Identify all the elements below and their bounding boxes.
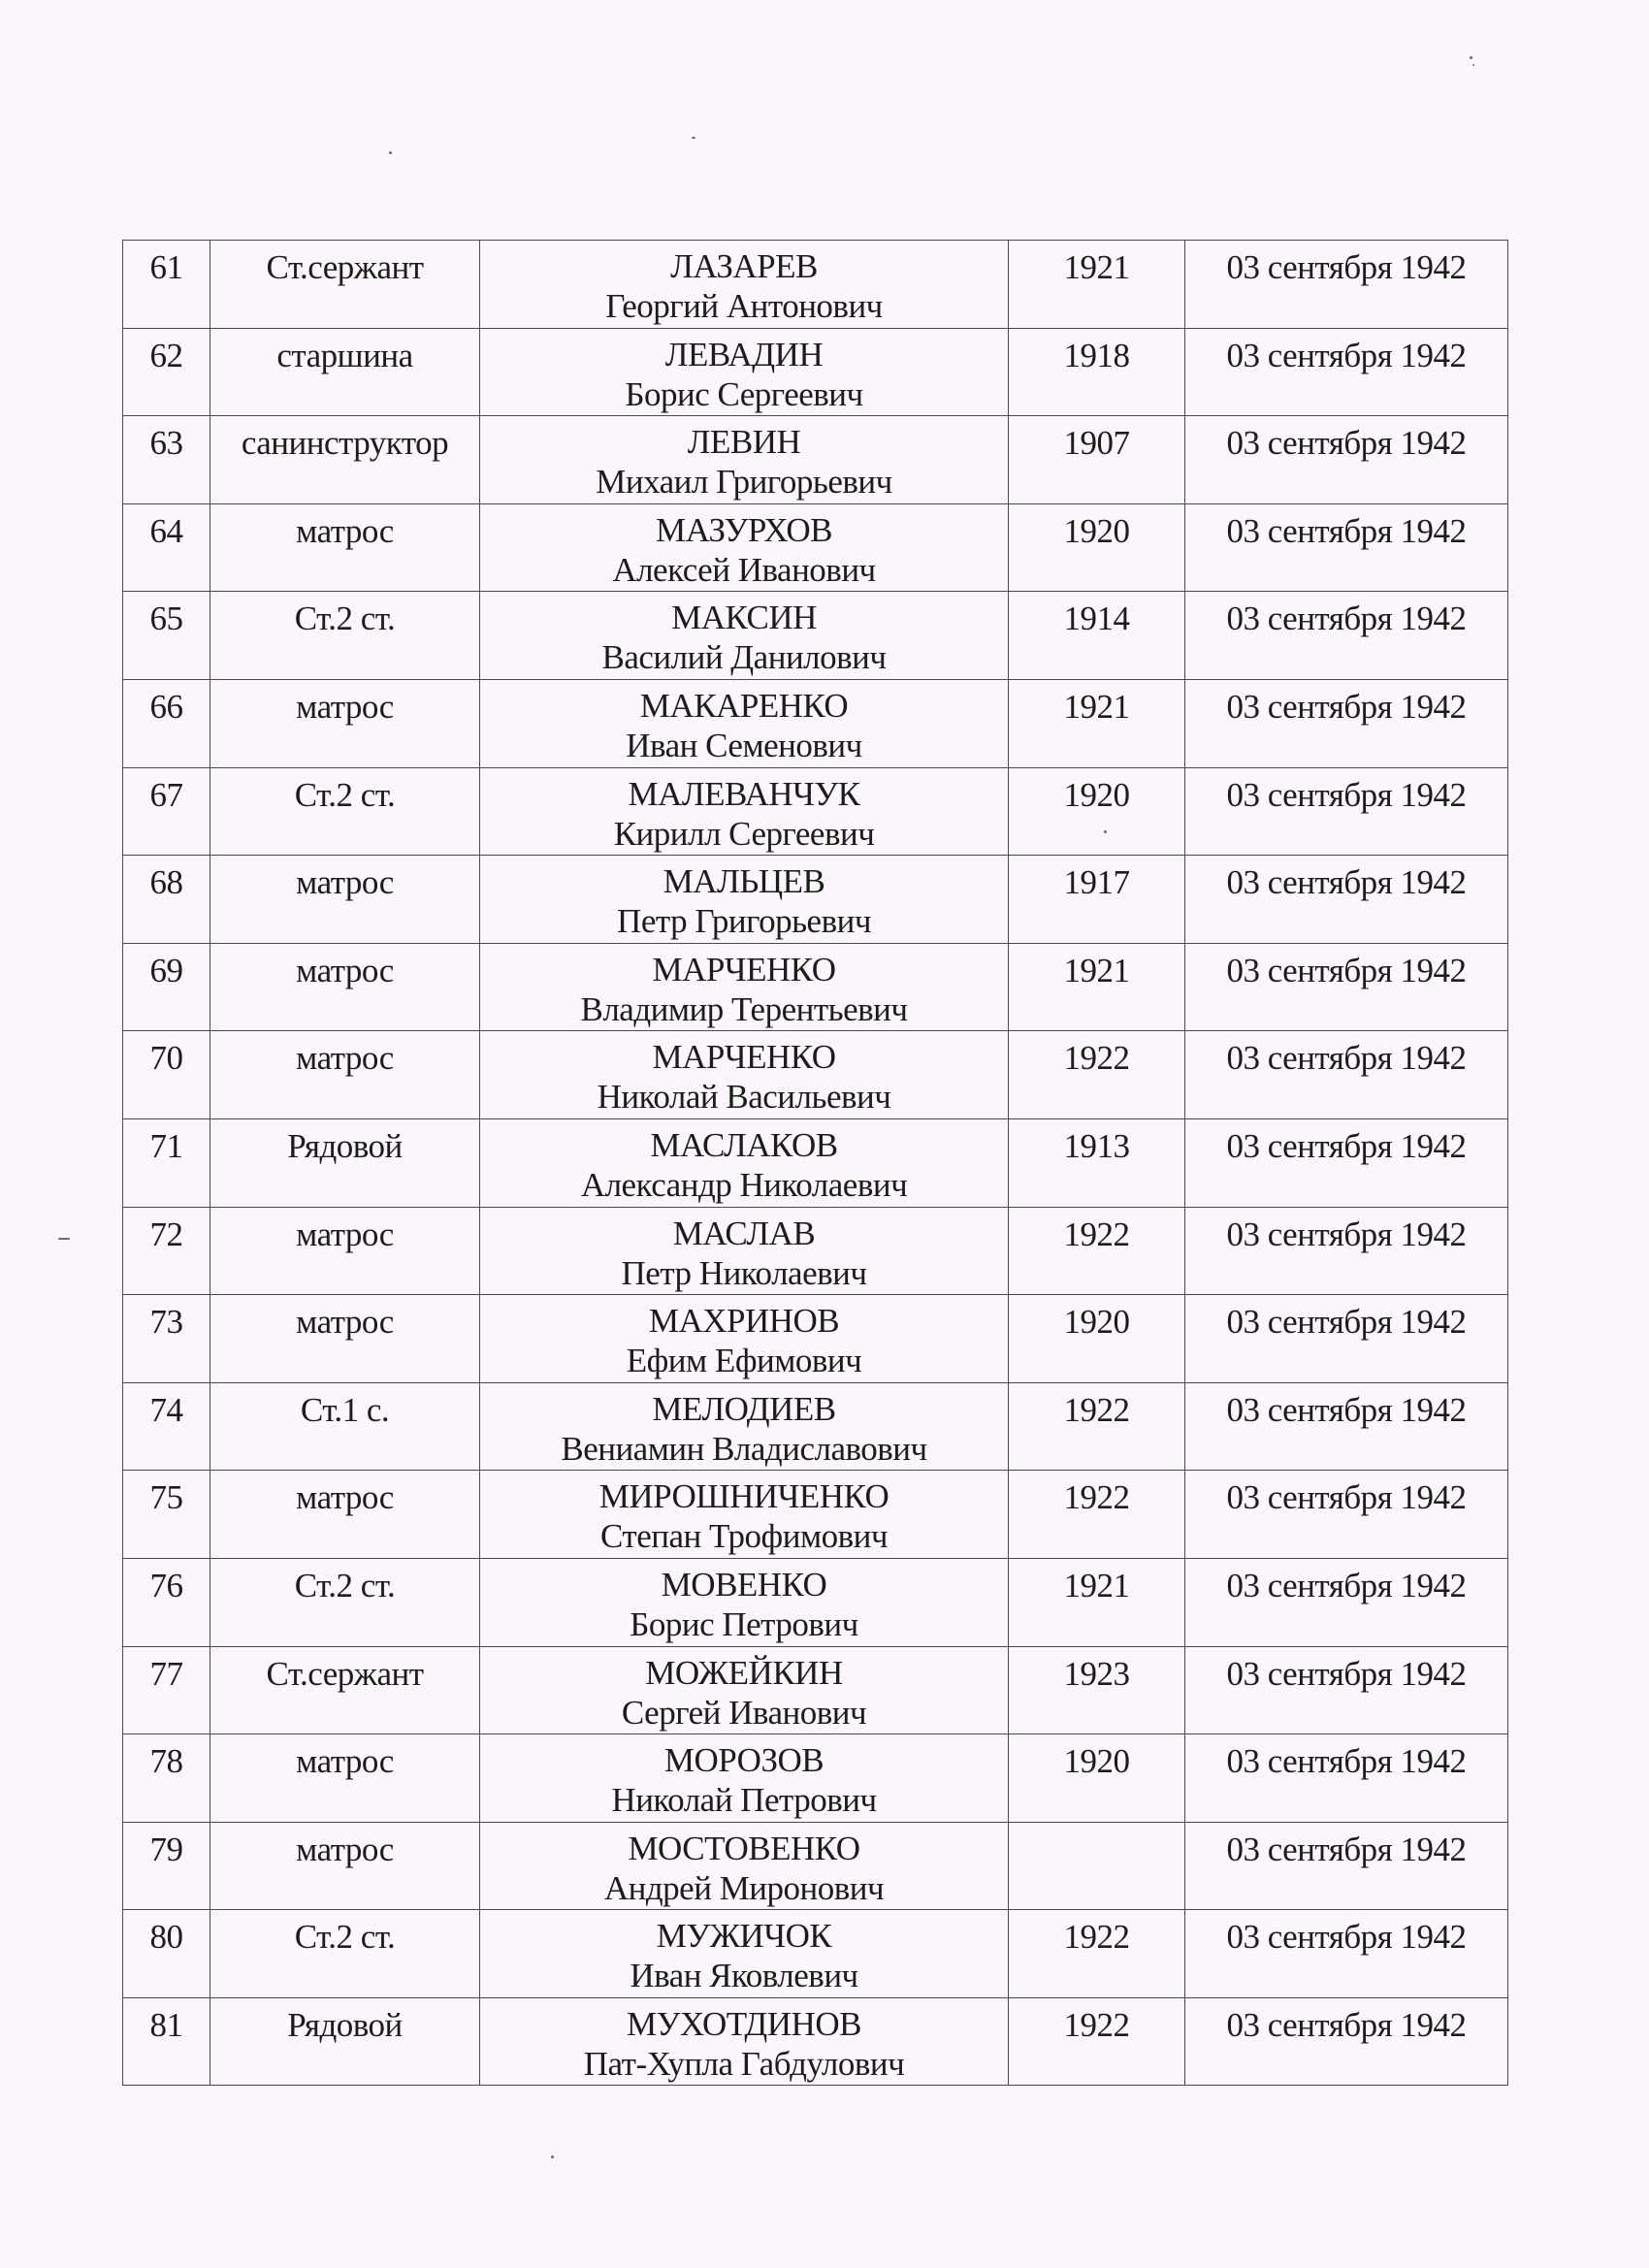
table-row (123, 1471, 1508, 1559)
surname: ЛАЗАРЕВ (670, 247, 818, 285)
date: 03 сентября 1942 (1226, 2005, 1467, 2044)
rank-cell (210, 1031, 480, 1119)
birth-year-cell (1009, 1295, 1185, 1383)
row-number: 69 (149, 951, 183, 989)
date: 03 сентября 1942 (1226, 1215, 1467, 1253)
date: 03 сентября 1942 (1226, 1126, 1467, 1165)
name-cell (480, 1471, 1009, 1559)
date-cell (1185, 416, 1508, 504)
table-row (123, 1822, 1508, 1910)
date: 03 сентября 1942 (1226, 1303, 1467, 1342)
birth-year-cell (1009, 416, 1185, 504)
date-cell (1185, 767, 1508, 856)
rank-cell (210, 503, 480, 592)
scan-speck (551, 2155, 554, 2158)
birth-year-cell (1009, 1382, 1185, 1471)
rank-cell (210, 856, 480, 944)
given-names: Александр Николаевич (580, 1165, 908, 1204)
scan-speck (1472, 64, 1474, 66)
name-cell (480, 943, 1009, 1031)
date-cell (1185, 1471, 1508, 1559)
date-cell (1185, 1910, 1508, 1998)
birth-year-cell (1009, 767, 1185, 856)
surname: МУХОТДИНОВ (627, 2004, 861, 2043)
given-names: Николай Васильевич (597, 1078, 891, 1117)
scan-speck (692, 137, 695, 139)
surname: МИРОШНИЧЕНКО (598, 1477, 889, 1516)
rank: матрос (296, 1830, 394, 1868)
row-number-cell (123, 328, 210, 416)
row-number: 79 (149, 1830, 183, 1868)
birth-year-cell (1009, 503, 1185, 592)
name-cell (480, 416, 1009, 504)
birth-year: 1921 (1063, 1566, 1130, 1604)
row-number: 75 (149, 1478, 183, 1517)
date-cell (1185, 1382, 1508, 1471)
given-names: Иван Семенович (626, 726, 862, 764)
birth-year-cell (1009, 1207, 1185, 1295)
given-names: Пат-Хупла Габдулович (583, 2044, 905, 2083)
row-number-cell (123, 592, 210, 680)
name-cell (480, 241, 1009, 329)
rank: Рядовой (287, 2005, 403, 2044)
name-cell (480, 1910, 1009, 1998)
date-cell (1185, 328, 1508, 416)
date: 03 сентября 1942 (1226, 863, 1467, 902)
birth-year: 1921 (1063, 687, 1130, 726)
surname: МЕЛОДИЕВ (652, 1389, 836, 1428)
rank: матрос (296, 1303, 394, 1342)
table-row (123, 1646, 1508, 1734)
given-names: Петр Николаевич (621, 1253, 867, 1292)
date-cell (1185, 1646, 1508, 1734)
row-number-cell (123, 767, 210, 856)
surname: МАКАРЕНКО (639, 686, 849, 725)
rank: Ст.2 ст. (294, 1566, 396, 1604)
table-row (123, 1295, 1508, 1383)
birth-year: 1920 (1063, 1742, 1130, 1781)
given-names: Василий Данилович (601, 638, 887, 677)
given-names: Кирилл Сергеевич (613, 814, 875, 853)
scan-speck (58, 1238, 70, 1240)
date: 03 сентября 1942 (1226, 511, 1467, 550)
row-number-cell (123, 416, 210, 504)
row-number: 80 (149, 1918, 183, 1957)
date: 03 сентября 1942 (1226, 1566, 1467, 1604)
given-names: Георгий Антонович (605, 287, 883, 325)
row-number: 68 (149, 863, 183, 902)
rank-cell (210, 679, 480, 767)
given-names: Ефим Ефимович (626, 1342, 862, 1380)
row-number: 66 (149, 687, 183, 726)
date-cell (1185, 1558, 1508, 1646)
date: 03 сентября 1942 (1226, 336, 1467, 374)
row-number-cell (123, 1558, 210, 1646)
table-row (123, 1558, 1508, 1646)
table-row (123, 241, 1508, 329)
birth-year: 1920 (1063, 511, 1130, 550)
date: 03 сентября 1942 (1226, 248, 1467, 286)
date-cell (1185, 1997, 1508, 2086)
birth-year: 1921 (1063, 248, 1130, 286)
given-names: Николай Петрович (611, 1781, 877, 1820)
birth-year-cell (1009, 943, 1185, 1031)
date: 03 сентября 1942 (1226, 687, 1467, 726)
surname: МАСЛАВ (672, 1214, 816, 1252)
table-row (123, 1734, 1508, 1823)
date-cell (1185, 1295, 1508, 1383)
rank-cell (210, 1910, 480, 1998)
birth-year: 1918 (1063, 336, 1130, 374)
row-number: 65 (149, 599, 183, 638)
table-row (123, 679, 1508, 767)
given-names: Вениамин Владиславович (561, 1429, 927, 1468)
birth-year: 1922 (1063, 1390, 1130, 1429)
row-number-cell (123, 856, 210, 944)
table-row (123, 1382, 1508, 1471)
row-number-cell (123, 679, 210, 767)
row-number-cell (123, 1471, 210, 1559)
surname: МОРОЗОВ (663, 1741, 824, 1780)
birth-year-cell (1009, 592, 1185, 680)
name-cell (480, 503, 1009, 592)
rank-cell (210, 592, 480, 680)
rank: Ст.сержант (266, 1654, 424, 1693)
name-cell (480, 1031, 1009, 1119)
given-names: Владимир Терентьевич (580, 989, 908, 1028)
rank-cell (210, 241, 480, 329)
date: 03 сентября 1942 (1226, 775, 1467, 814)
table-row (123, 767, 1508, 856)
row-number-cell (123, 1646, 210, 1734)
row-number: 64 (149, 511, 183, 550)
row-number-cell (123, 943, 210, 1031)
row-number: 70 (149, 1039, 183, 1078)
surname: МАЗУРХОВ (655, 510, 833, 549)
birth-year: 1922 (1063, 1039, 1130, 1078)
birth-year: 1914 (1063, 599, 1130, 638)
birth-year-cell (1009, 1031, 1185, 1119)
date-cell (1185, 679, 1508, 767)
rank: матрос (296, 1215, 394, 1253)
given-names: Борис Петрович (630, 1604, 858, 1643)
row-number: 74 (149, 1390, 183, 1429)
casualty-table-body (123, 241, 1508, 2086)
name-cell (480, 1997, 1009, 2086)
date-cell (1185, 1207, 1508, 1295)
row-number: 77 (149, 1654, 183, 1693)
row-number-cell (123, 1910, 210, 1998)
surname: МАКСИН (671, 599, 817, 637)
name-cell (480, 1382, 1009, 1471)
given-names: Борис Сергеевич (625, 374, 863, 413)
date: 03 сентября 1942 (1226, 599, 1467, 638)
date: 03 сентября 1942 (1226, 951, 1467, 989)
row-number-cell (123, 1031, 210, 1119)
birth-year: 1922 (1063, 1478, 1130, 1517)
birth-year-cell (1009, 1118, 1185, 1207)
rank: Ст.2 ст. (294, 1918, 396, 1957)
rank-cell (210, 1207, 480, 1295)
rank: матрос (296, 951, 394, 989)
row-number-cell (123, 1734, 210, 1823)
birth-year-cell (1009, 1997, 1185, 2086)
birth-year-cell (1009, 679, 1185, 767)
date: 03 сентября 1942 (1226, 424, 1467, 463)
name-cell (480, 1118, 1009, 1207)
given-names: Михаил Григорьевич (596, 463, 892, 502)
surname: ЛЕВАДИН (664, 335, 824, 373)
table-row (123, 592, 1508, 680)
surname: МАЛЬЦЕВ (663, 862, 825, 901)
surname: МАРЧЕНКО (652, 950, 836, 988)
date: 03 сентября 1942 (1226, 1654, 1467, 1693)
surname: МАХРИНОВ (648, 1302, 840, 1341)
rank: Рядовой (287, 1126, 403, 1165)
birth-year: 1920 (1063, 1303, 1130, 1342)
rank-cell (210, 1295, 480, 1383)
given-names: Андрей Миронович (603, 1868, 885, 1907)
name-cell (480, 592, 1009, 680)
row-number-cell (123, 503, 210, 592)
rank-cell (210, 416, 480, 504)
date: 03 сентября 1942 (1226, 1390, 1467, 1429)
date: 03 сентября 1942 (1226, 1918, 1467, 1957)
row-number-cell (123, 1997, 210, 2086)
given-names: Сергей Иванович (621, 1693, 867, 1732)
birth-year-cell (1009, 1910, 1185, 1998)
row-number: 61 (149, 248, 183, 286)
surname: МУЖИЧОК (656, 1917, 832, 1956)
date-cell (1185, 1822, 1508, 1910)
birth-year: 1921 (1063, 951, 1130, 989)
row-number: 76 (149, 1566, 183, 1604)
date-cell (1185, 1734, 1508, 1823)
birth-year (1009, 1823, 1184, 1829)
rank: старшина (276, 336, 413, 374)
birth-year: 1922 (1063, 1918, 1130, 1957)
date-cell (1185, 241, 1508, 329)
name-cell (480, 1822, 1009, 1910)
rank: Ст.2 ст. (294, 775, 396, 814)
date-cell (1185, 1118, 1508, 1207)
row-number: 73 (149, 1303, 183, 1342)
surname: МАРЧЕНКО (652, 1038, 836, 1077)
scan-speck (389, 151, 392, 154)
rank-cell (210, 1646, 480, 1734)
birth-year: 1920 (1063, 775, 1130, 814)
row-number: 62 (149, 336, 183, 374)
birth-year: 1922 (1063, 2005, 1130, 2044)
rank: матрос (296, 1039, 394, 1078)
row-number-cell (123, 1295, 210, 1383)
name-cell (480, 767, 1009, 856)
rank-cell (210, 1997, 480, 2086)
birth-year-cell (1009, 856, 1185, 944)
date-cell (1185, 943, 1508, 1031)
given-names: Степан Трофимович (600, 1517, 888, 1556)
birth-year-cell (1009, 1471, 1185, 1559)
row-number: 72 (149, 1215, 183, 1253)
rank-cell (210, 767, 480, 856)
name-cell (480, 856, 1009, 944)
row-number-cell (123, 1382, 210, 1471)
name-cell (480, 1207, 1009, 1295)
birth-year-cell (1009, 328, 1185, 416)
date: 03 сентября 1942 (1226, 1478, 1467, 1517)
birth-year: 1913 (1063, 1126, 1130, 1165)
rank: Ст.1 с. (300, 1390, 390, 1429)
row-number: 63 (149, 424, 183, 463)
row-number: 81 (149, 2005, 183, 2044)
row-number-cell (123, 1822, 210, 1910)
rank-cell (210, 1822, 480, 1910)
date-cell (1185, 856, 1508, 944)
table-row (123, 328, 1508, 416)
name-cell (480, 1558, 1009, 1646)
surname: МОВЕНКО (661, 1565, 827, 1604)
rank: матрос (296, 687, 394, 726)
rank-cell (210, 1118, 480, 1207)
scan-speck (1470, 56, 1472, 59)
name-cell (480, 1646, 1009, 1734)
name-cell (480, 679, 1009, 767)
given-names: Петр Григорьевич (617, 902, 871, 941)
row-number-cell (123, 241, 210, 329)
row-number: 78 (149, 1742, 183, 1781)
table-row (123, 1207, 1508, 1295)
surname: ЛЕВИН (687, 423, 801, 462)
birth-year-cell (1009, 1734, 1185, 1823)
birth-year: 1917 (1063, 863, 1130, 902)
rank-cell (210, 1382, 480, 1471)
birth-year-cell (1009, 1646, 1185, 1734)
table-row (123, 1031, 1508, 1119)
date-cell (1185, 503, 1508, 592)
surname: МОЖЕЙКИН (645, 1653, 843, 1692)
rank-cell (210, 943, 480, 1031)
rank: Ст.сержант (266, 248, 424, 286)
name-cell (480, 328, 1009, 416)
casualty-table (122, 240, 1508, 2086)
rank-cell (210, 1734, 480, 1823)
row-number: 71 (149, 1126, 183, 1165)
birth-year: 1923 (1063, 1654, 1130, 1693)
given-names: Алексей Иванович (612, 550, 876, 589)
surname: МАСЛАКОВ (650, 1125, 838, 1164)
rank: матрос (296, 863, 394, 902)
rank-cell (210, 1471, 480, 1559)
birth-year-cell (1009, 1822, 1185, 1910)
rank: матрос (296, 511, 394, 550)
rank: матрос (296, 1742, 394, 1781)
table-row (123, 856, 1508, 944)
table-row (123, 416, 1508, 504)
surname: МАЛЕВАНЧУК (628, 774, 860, 813)
birth-year: 1907 (1063, 424, 1130, 463)
rank-cell (210, 1558, 480, 1646)
birth-year-cell (1009, 1558, 1185, 1646)
row-number-cell (123, 1207, 210, 1295)
table-row (123, 1118, 1508, 1207)
rank: Ст.2 ст. (294, 599, 396, 638)
table-row (123, 943, 1508, 1031)
row-number: 67 (149, 775, 183, 814)
birth-year: 1922 (1063, 1215, 1130, 1253)
date: 03 сентября 1942 (1226, 1039, 1467, 1078)
rank: матрос (296, 1478, 394, 1517)
row-number-cell (123, 1118, 210, 1207)
table-row (123, 1997, 1508, 2086)
surname: МОСТОВЕНКО (628, 1829, 860, 1867)
rank-cell (210, 328, 480, 416)
date: 03 сентября 1942 (1226, 1830, 1467, 1868)
table-row (123, 1910, 1508, 1998)
rank: санинструктор (241, 424, 449, 463)
date: 03 сентября 1942 (1226, 1742, 1467, 1781)
date-cell (1185, 592, 1508, 680)
date-cell (1185, 1031, 1508, 1119)
name-cell (480, 1295, 1009, 1383)
name-cell (480, 1734, 1009, 1823)
table-row (123, 503, 1508, 592)
given-names: Иван Яковлевич (630, 1957, 858, 1995)
birth-year-cell (1009, 241, 1185, 329)
